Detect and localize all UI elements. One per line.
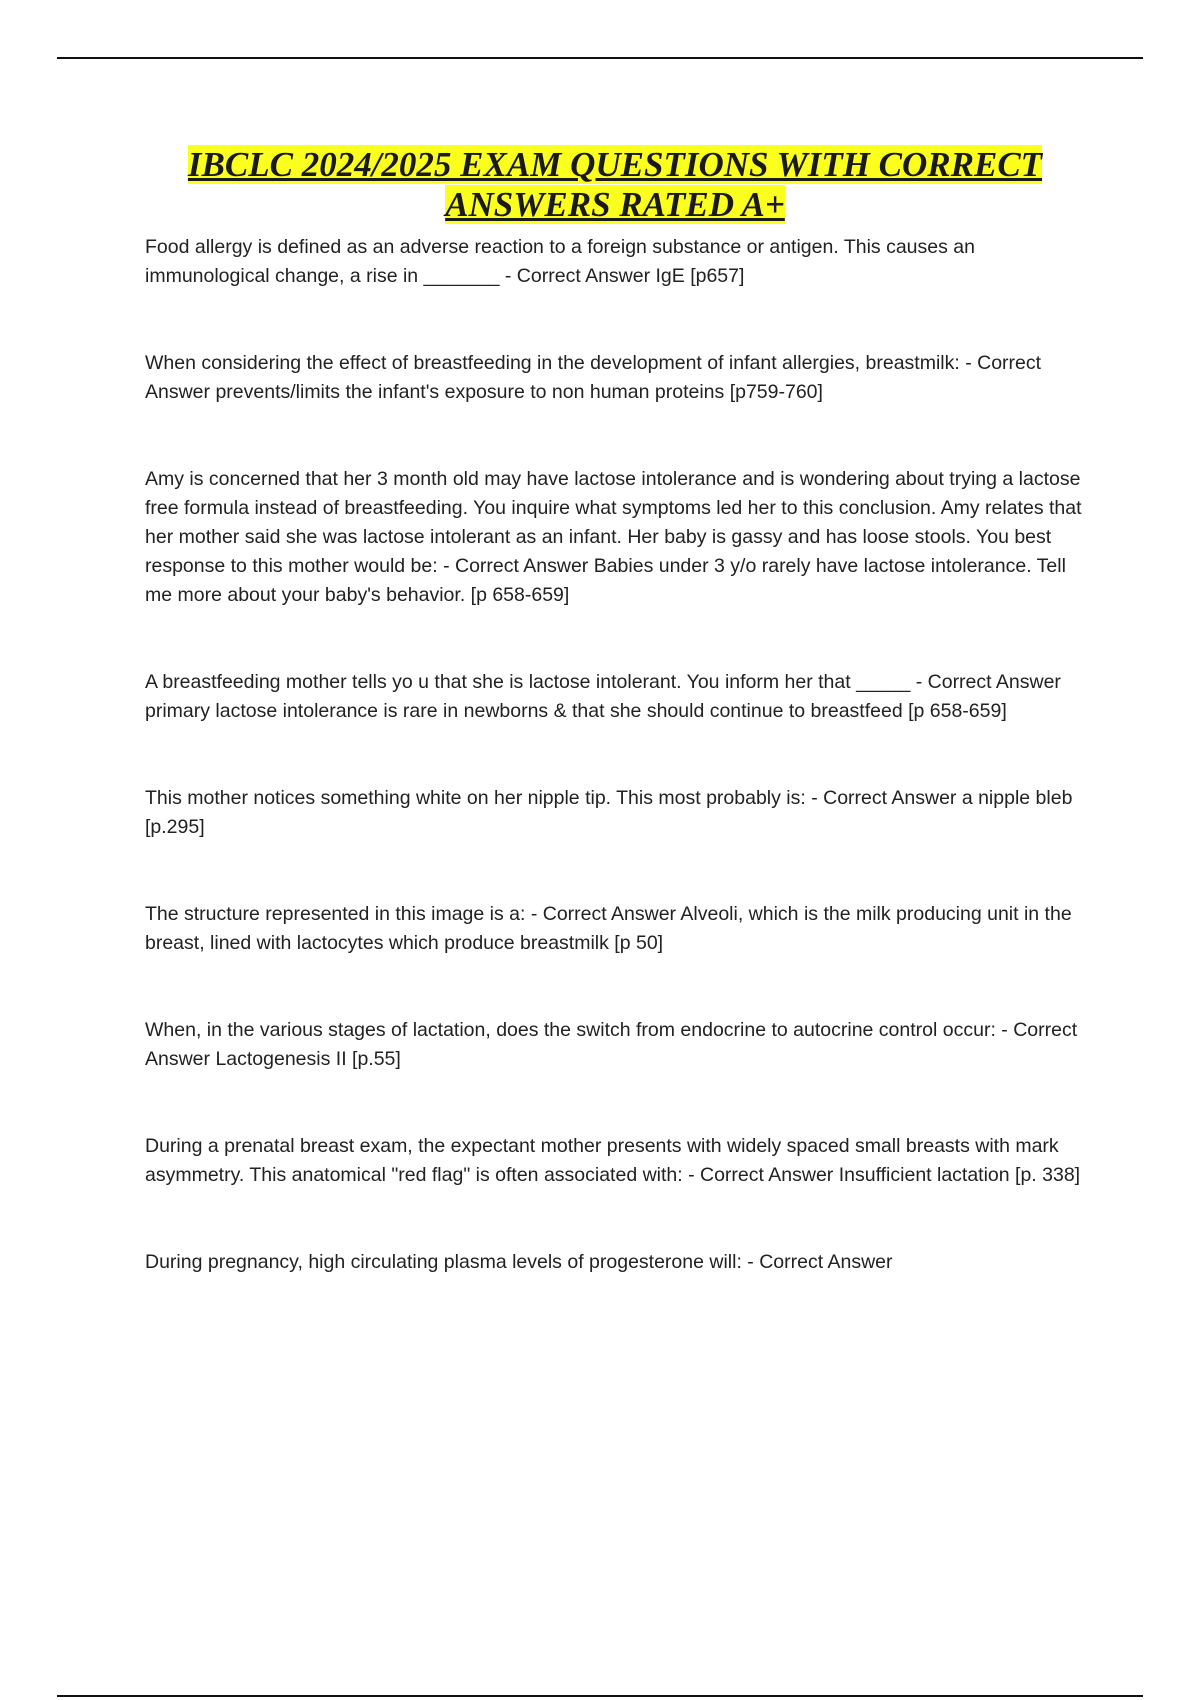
qa-entry: This mother notices something white on her nipple tip. This most probably is: - Correct Answer a nipple bleb [p.295] [145, 787, 1073, 838]
qa-entry: Amy is concerned that her 3 month old may have lactose intolerance and is wondering about trying a lactose free formula instead of breastfeeding. You inquire what symptoms led her to this conclusion. Amy relates that her mother said she was lactose intolerant as an infant. Her baby is gassy and has loose stools. You best response to this mother would be: - Correct Answer Babies under 3 y/o rarely have lactose intolerance. Tell me more about your baby's behavior. [p 658-659] [145, 468, 1082, 606]
qa-entry: A breastfeeding mother tells yo u that she is lactose intolerant. You inform her that _____ - Correct Answer primary lactose intolerance is rare in newborns & that she should continue to breastfeed [p 658-659] [145, 671, 1061, 722]
qa-entry: The structure represented in this image is a: - Correct Answer Alveoli, which is the milk producing unit in the breast, lined with lactocytes which produce breastmilk [p 50] [145, 903, 1072, 954]
qa-entry: During a prenatal breast exam, the expectant mother presents with widely spaced small breasts with mark asymmetry. This anatomical "red flag" is often associated with: - Correct Answer Insufficient lactation [p. 338] [145, 1135, 1081, 1186]
document-page [145, 145, 1085, 1277]
qa-entry: During pregnancy, high circulating plasma levels of progesterone will: - Correct Answer [145, 1251, 893, 1273]
top-rule [57, 57, 1143, 59]
document-title [145, 145, 1085, 225]
bottom-rule [57, 1695, 1143, 1697]
document-title-text: IBCLC 2024/2025 EXAM QUESTIONS WITH CORRECT ANSWERS RATED A+ [187, 145, 1043, 224]
qa-entry: When considering the effect of breastfeeding in the development of infant allergies, breastmilk: - Correct Answer prevents/limits the infant's exposure to non human proteins [p759-760] [145, 352, 1042, 403]
qa-entry: Food allergy is defined as an adverse reaction to a foreign substance or antigen. This causes an immunological change, a rise in _______ - Correct Answer IgE [p657] [145, 236, 975, 287]
qa-entry: When, in the various stages of lactation, does the switch from endocrine to autocrine control occur: - Correct Answer Lactogenesis II [p.55] [145, 1019, 1078, 1070]
